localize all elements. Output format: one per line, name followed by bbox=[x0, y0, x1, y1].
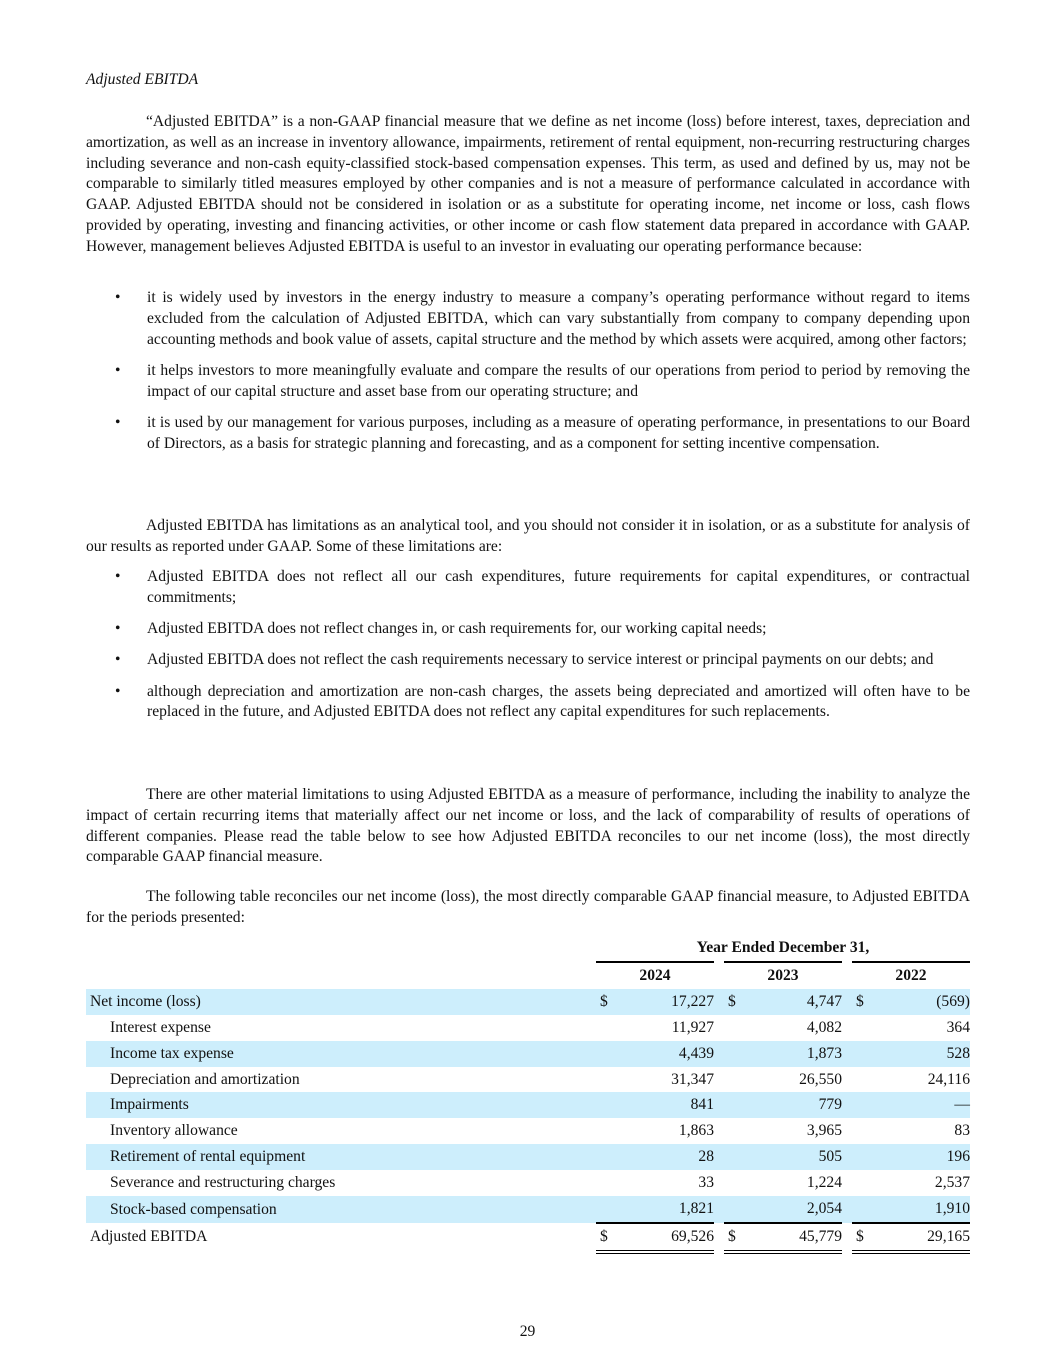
section-title: Adjusted EBITDA bbox=[86, 71, 199, 88]
bullet-icon: • bbox=[115, 413, 121, 431]
bullet-item: • Adjusted EBITDA does not reflect the cash requirements necessary to service interest or principal payments on our debts; and bbox=[86, 650, 970, 671]
currency-symbol: $ bbox=[852, 989, 872, 1015]
paragraph-text: There are other material limitations to using Adjusted EBITDA as a measure of performance, including the inability to analyze the impact of certain recurring items that materially affect our net income or loss, and the lack of comparability of results of operations of different companies. Please read the table below to see how Adjusted EBITDA reconciles to our net income (loss), the most directly comparable GAAP financial measure. bbox=[86, 786, 970, 866]
table-row: Retirement of rental equipment 28 505 196 bbox=[86, 1144, 970, 1170]
limitations-paragraph bbox=[86, 516, 970, 558]
bullet-item: • it is used by our management for various purposes, including as a measure of operating performance, in presentations to our Board of Directors, as a basis for strategic planning and forecasting, and as a component for setting incentive compensation. bbox=[115, 413, 970, 452]
row-label: Interest expense bbox=[110, 1018, 211, 1036]
bullet-item: • it helps investors to more meaningfully evaluate and compare the results of our operations from period to period by removing the impact of our capital structure and asset base from our operating structure; and bbox=[115, 361, 970, 400]
row-label: Depreciation and amortization bbox=[110, 1070, 300, 1088]
other-limitations-paragraph bbox=[86, 785, 970, 868]
table-row: Severance and restructuring charges 33 1,224 2,537 bbox=[86, 1170, 970, 1196]
currency-symbol: $ bbox=[596, 1223, 616, 1252]
reconciliation-table bbox=[86, 935, 970, 1254]
column-header-2024: 2024 bbox=[596, 962, 714, 989]
column-group-header: Year Ended December 31, bbox=[696, 939, 870, 956]
usefulness-bullet-list bbox=[86, 288, 970, 465]
row-label: Net income (loss) bbox=[86, 989, 596, 1015]
bullet-item: • it is widely used by investors in the energy industry to measure a company’s operating performance without regard to items excluded from the calculation of Adjusted EBITDA, which can vary substantially from company to company depending upon accounting methods and book value of assets, capital structure and the method by which assets were acquired, among other factors; bbox=[115, 289, 970, 348]
row-label: Adjusted EBITDA bbox=[90, 1228, 208, 1246]
row-label: Inventory allowance bbox=[110, 1122, 238, 1140]
table-row: Income tax expense 4,439 1,873 528 bbox=[86, 1041, 970, 1067]
column-header-2023: 2023 bbox=[724, 962, 842, 989]
row-label: Stock-based compensation bbox=[86, 1196, 596, 1223]
currency-symbol: $ bbox=[852, 1223, 872, 1252]
paragraph-text: “Adjusted EBITDA” is a non-GAAP financial measure that we define as net income (loss) before interest, taxes, depreciation and amortization, as well as an increase in inventory allowance, impairments, retirement of rental equipment, non-recurring restructuring charges including severance and non-cash equity-classified stock-based compensation expenses. This term, as used and defined by us, may not be comparable to similarly titled measures employed by other companies and is not a measure of performance calculated in accordance with GAAP. Adjusted EBITDA should not be considered in isolation or as a substitute for operating income, net income or loss, cash flows provided by operating, investing and financing activities, or other income or cash flow statement data prepared in accordance with GAAP. However, management believes Adjusted EBITDA is useful to an investor in evaluating our operating performance because: bbox=[86, 113, 970, 255]
limitations-bullet-list bbox=[86, 567, 970, 734]
table-row: Net income (loss) $ 17,227 $ 4,747 $ (569) bbox=[86, 989, 970, 1015]
bullet-icon: • bbox=[115, 682, 121, 700]
currency-symbol: $ bbox=[724, 989, 744, 1015]
bullet-icon: • bbox=[115, 361, 121, 379]
bullet-icon: • bbox=[115, 651, 121, 669]
paragraph-text: The following table reconciles our net income (loss), the most directly comparable GAAP financial measure, to Adjusted EBITDA for the periods presented: bbox=[86, 888, 970, 926]
bullet-icon: • bbox=[115, 289, 121, 306]
bullet-item: • Adjusted EBITDA does not reflect all our cash expenditures, future requirements for capital expenditures, or contractual commitments; bbox=[115, 568, 970, 606]
bullet-icon: • bbox=[115, 568, 121, 585]
table-row: Inventory allowance 1,863 3,965 83 bbox=[86, 1118, 970, 1144]
page-number: 29 bbox=[519, 1323, 536, 1340]
column-header-2022: 2022 bbox=[852, 962, 970, 989]
table-intro-paragraph bbox=[86, 887, 970, 929]
bullet-icon: • bbox=[115, 620, 121, 638]
row-label: Income tax expense bbox=[86, 1041, 596, 1067]
intro-paragraph bbox=[86, 112, 970, 258]
currency-symbol: $ bbox=[724, 1223, 744, 1252]
table-row: Interest expense 11,927 4,082 364 bbox=[86, 1015, 970, 1041]
row-label: Severance and restructuring charges bbox=[110, 1174, 336, 1192]
table-group-header-row bbox=[86, 935, 970, 962]
table-row: Impairments 841 779 — bbox=[86, 1092, 970, 1118]
table-row: Depreciation and amortization 31,347 26,550 24,116 bbox=[86, 1067, 970, 1093]
table-total-row: Adjusted EBITDA $ 69,526 $ 45,779 $ 29,165 bbox=[86, 1223, 970, 1252]
table-row: Stock-based compensation 1,821 2,054 1,910 bbox=[86, 1196, 970, 1223]
paragraph-text: Adjusted EBITDA has limitations as an analytical tool, and you should not consider it in isolation, or as a substitute for analysis of our results as reported under GAAP. Some of these limitations are: bbox=[86, 517, 970, 555]
bullet-item: • although depreciation and amortization are non-cash charges, the assets being depreciated and amortized will often have to be replaced in the future, and Adjusted EBITDA does not reflect any capital expenditures for such replacements. bbox=[115, 682, 970, 721]
table-year-header-row bbox=[86, 962, 970, 989]
bullet-item: • Adjusted EBITDA does not reflect changes in, or cash requirements for, our working capital needs; bbox=[86, 619, 970, 640]
row-label: Retirement of rental equipment bbox=[86, 1144, 596, 1170]
currency-symbol: $ bbox=[596, 989, 616, 1015]
row-label: Impairments bbox=[86, 1092, 596, 1118]
